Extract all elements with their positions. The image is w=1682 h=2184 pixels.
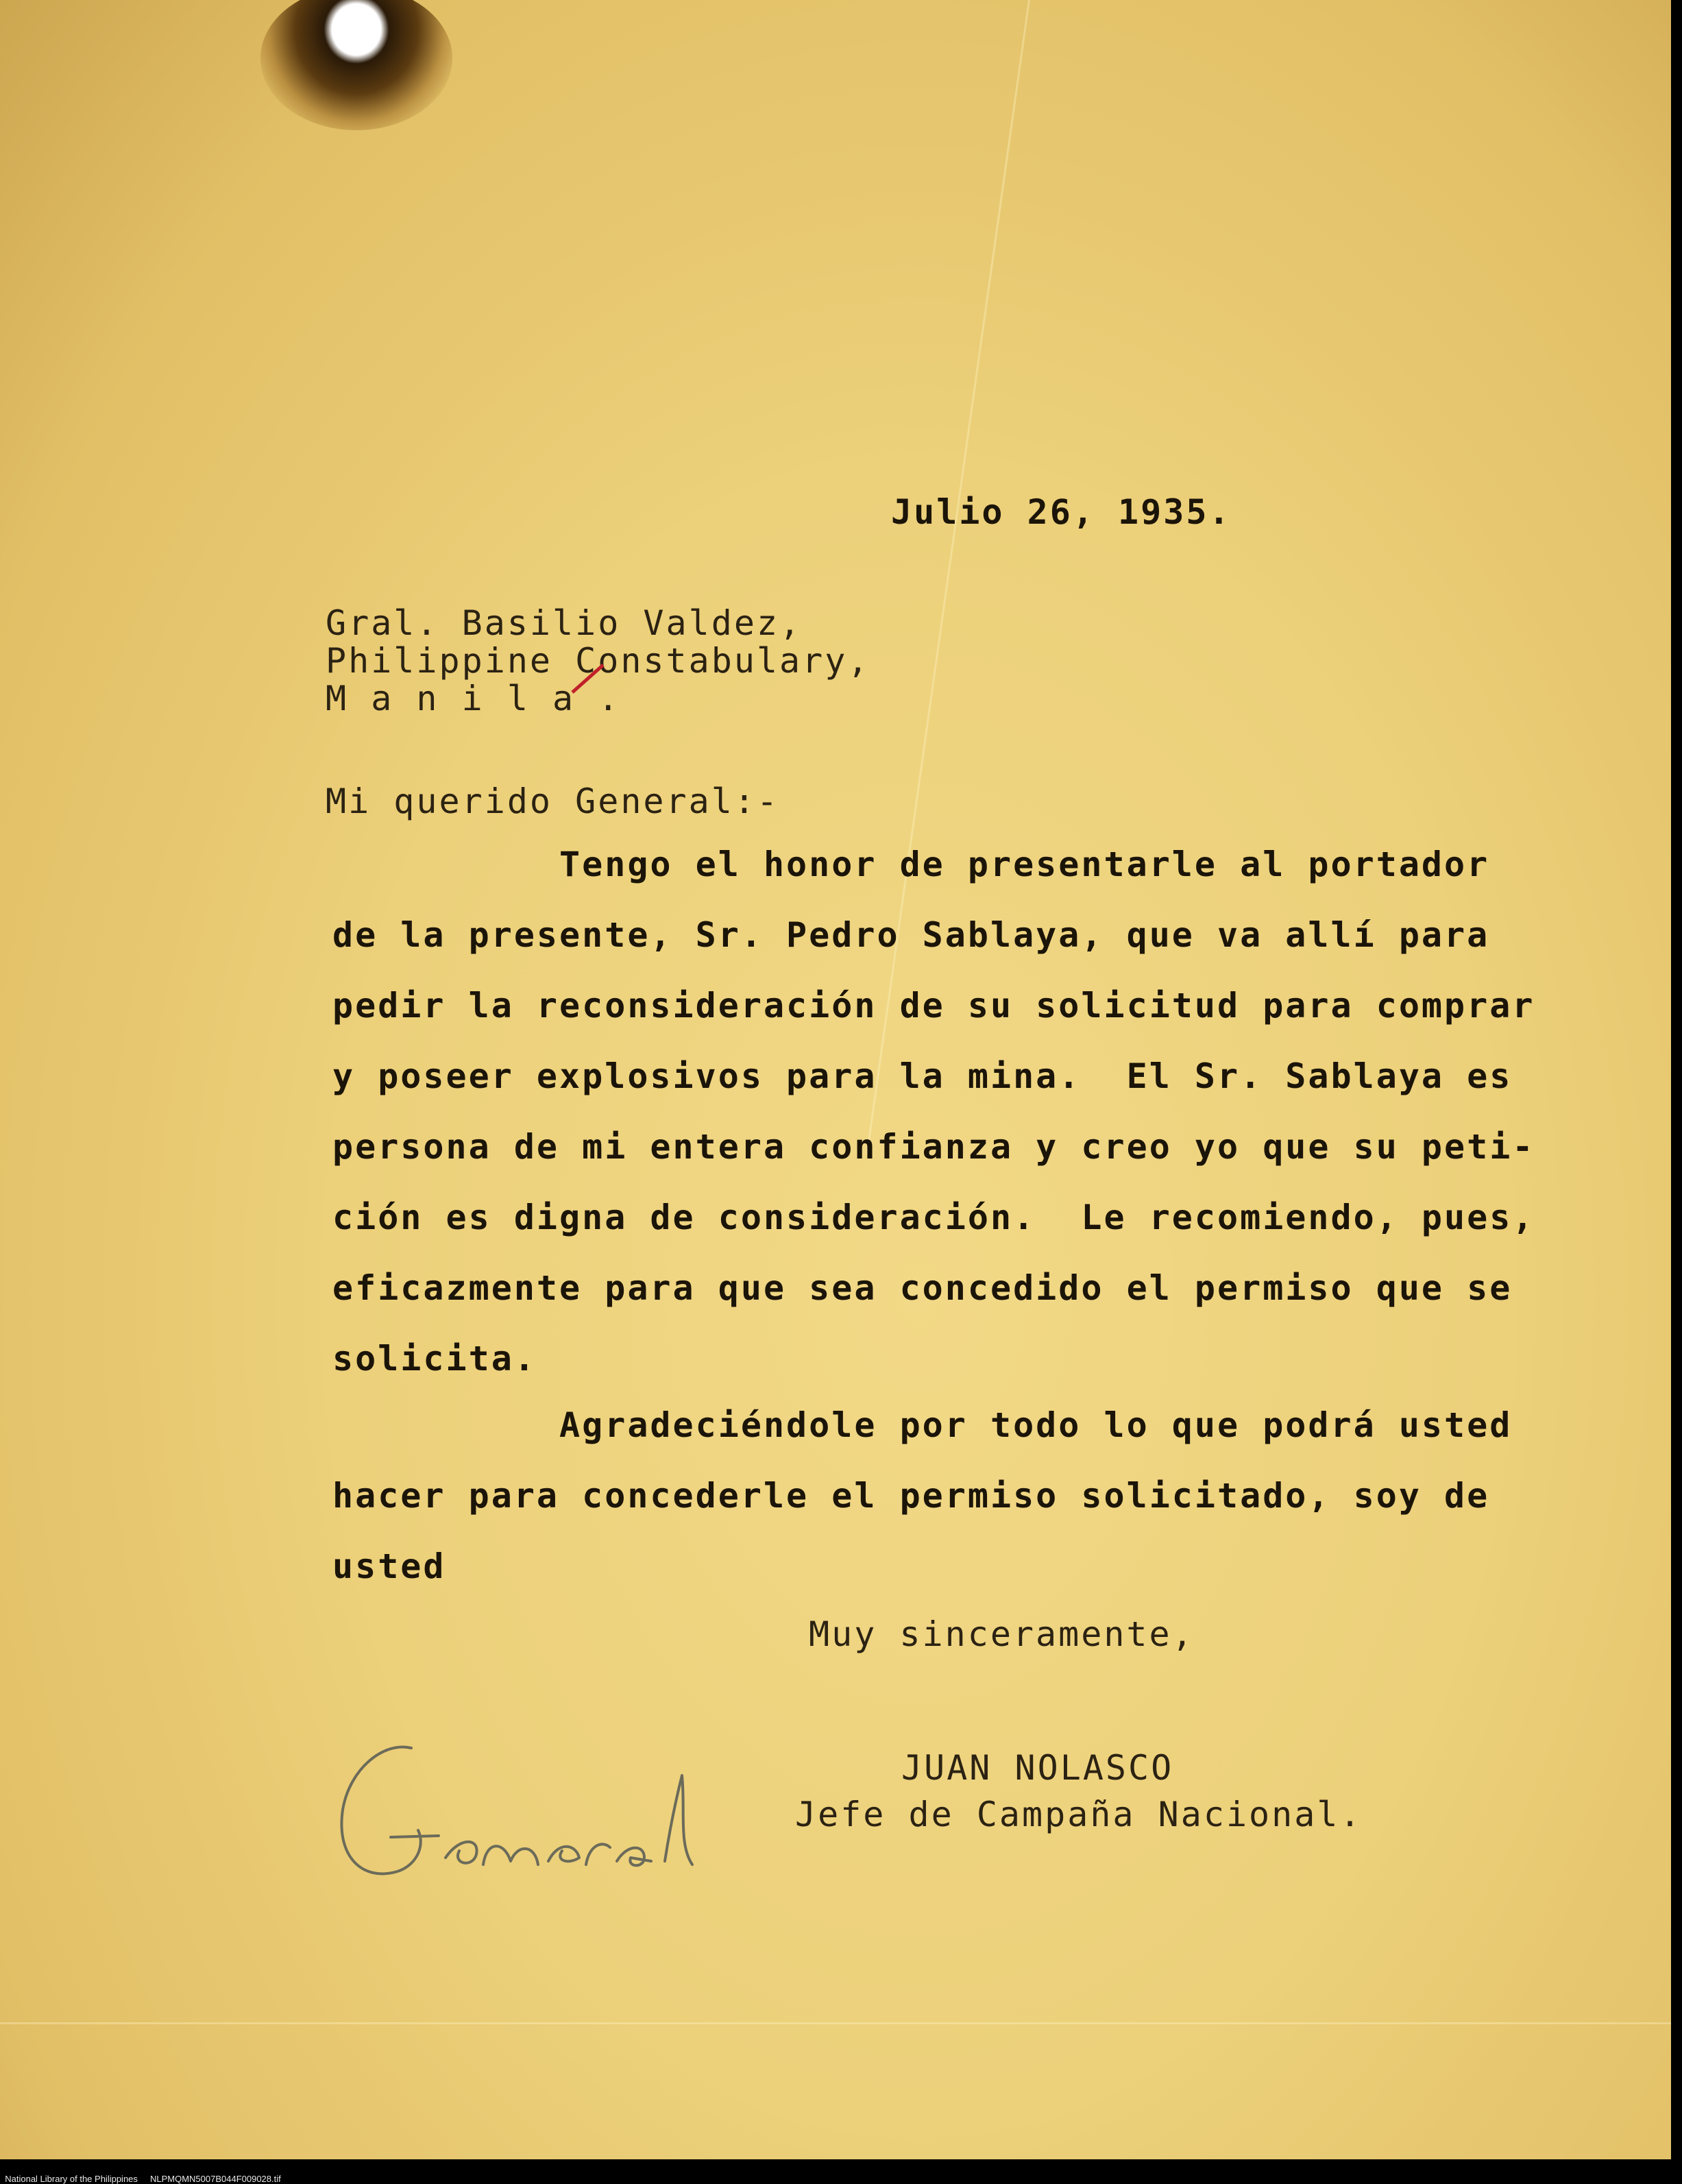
paper-crease xyxy=(0,2022,1671,2024)
recipient-city: M a n i l a . xyxy=(326,679,621,718)
closing: Muy sinceramente, xyxy=(809,1614,1195,1654)
recipient-organization: Philippine Constabulary, xyxy=(326,641,870,681)
signer-name: JUAN NOLASCO xyxy=(901,1748,1174,1788)
body-line: hacer para concederle el permiso solicitado, soy de xyxy=(332,1476,1490,1516)
letter-date: Julio 26, 1935. xyxy=(891,492,1232,532)
body-line: Tengo el honor de presentarle al portador xyxy=(332,845,1490,884)
burn-mark xyxy=(260,0,452,130)
body-line: ción es digna de consideración. Le recomiendo, pues, xyxy=(332,1198,1535,1237)
body-line: persona de mi entera confianza y creo yo que su peti- xyxy=(332,1127,1535,1167)
handwritten-general-note xyxy=(322,1721,843,1899)
body-line: pedir la reconsideración de su solicitud para comprar xyxy=(332,986,1535,1026)
footer-spacer xyxy=(138,2174,150,2184)
footer-file-id: NLPMQMN5007B044F009028.tif xyxy=(149,2174,281,2184)
scan-footer xyxy=(0,2163,281,2184)
scan-edge xyxy=(1671,0,1682,2176)
footer-institution: National Library of the Philippines xyxy=(5,2174,138,2184)
recipient-name: Gral. Basilio Valdez, xyxy=(326,603,803,643)
signer-title: Jefe de Campaña Nacional. xyxy=(795,1795,1363,1834)
paper-crease xyxy=(866,0,1030,1154)
salutation: Mi querido General:- xyxy=(326,781,780,821)
body-line: solicita. xyxy=(332,1339,537,1379)
body-line: Agradeciéndole por todo lo que podrá usted xyxy=(332,1405,1513,1445)
body-line: usted xyxy=(332,1546,446,1586)
body-line: de la presente, Sr. Pedro Sablaya, que va allí para xyxy=(332,915,1490,955)
body-line: y poseer explosivos para la mina. El Sr. Sablaya es xyxy=(332,1056,1513,1096)
body-line: eficazmente para que sea concedido el permiso que se xyxy=(332,1268,1513,1308)
red-pencil-mark xyxy=(569,662,610,696)
